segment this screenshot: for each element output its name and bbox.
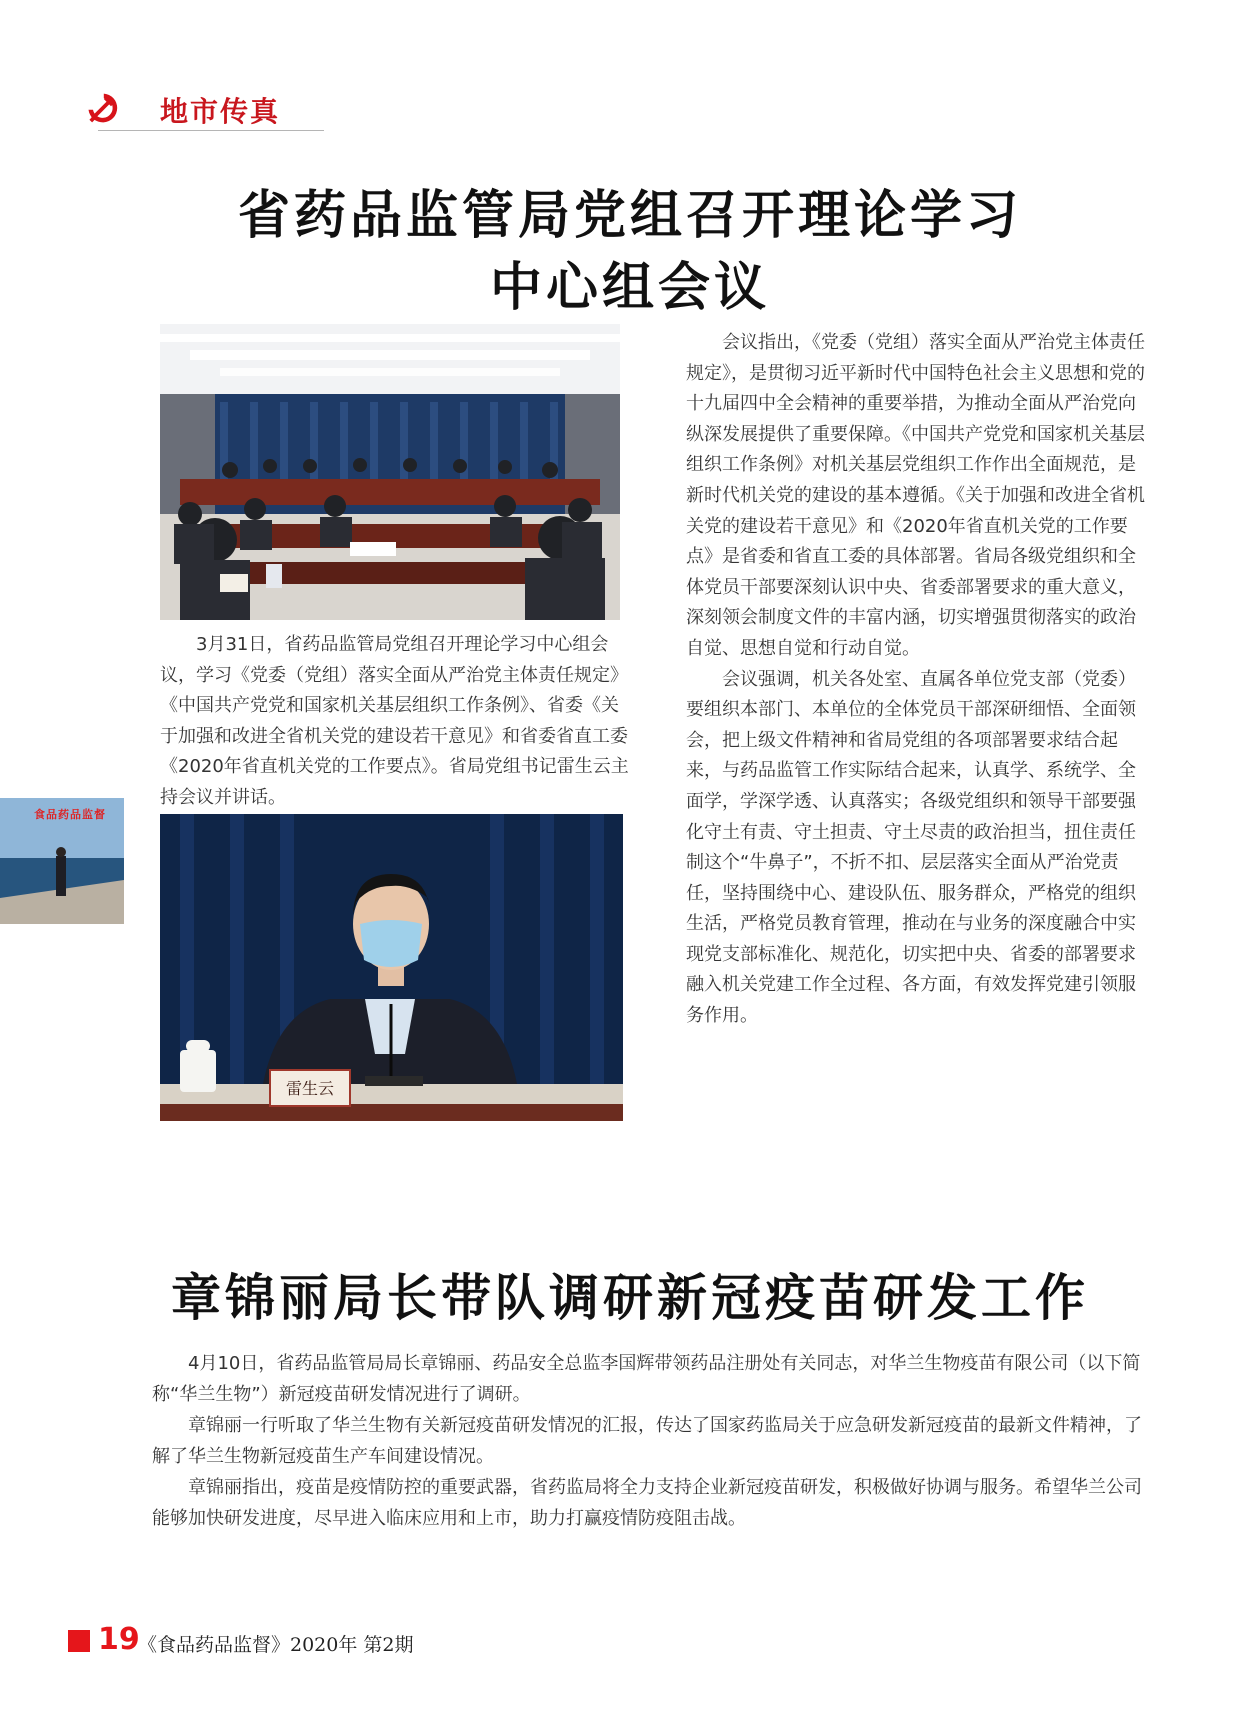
sidebar-thumbnail (0, 798, 124, 924)
article-paragraph: 会议强调，机关各处室、直属各单位党支部（党委）要组织本部门、本单位的全体党员干部深研细悟、全面领会，把上级文件精神和省局党组的各项部署要求结合起来，与药品监管工作实际结合起来，认真学、系统学、全面学，学深学透、认真落实；各级党组织和领导干部要强化守土有责、守土担责、守土尽责的政治担当，扭住责任制这个“牛鼻子”，不折不扣、层层落实全面从严治党责任，坚持围绕中心、建设队伍、服务群众，严格党的组织生活，严格党员教育管理，推动在与业务的深度融合中实现党支部标准化、规范化，切实把中央、省委的部署要求融入机关党建工作全过程、各方面，有效发挥党建引领服务作用。 (686, 668, 1136, 1027)
meeting-room-illustration (160, 324, 620, 620)
nameplate-text: 雷生云 (285, 1079, 335, 1098)
article-paragraph: 会议指出，《党委（党组）落实全面从严治党主体责任规定》，是贯彻习近平新时代中国特色社会主义思想和党的十九届四中全会精神的重要举措，为推动全面从严治党向纵深发展提供了重要保障。《中国共产党党和国家机关基层组织工作条例》对机关基层党组织工作作出全面规范，是新时代机关党的建设的基本遵循。《关于加强和改进全省机关党的建设若干意见》和《2020年省直机关党的工作要点》是省委和省直工委的具体部署。省局各级党组织和全体党员干部要深刻认识中央、省委部署要求的重大意义，深刻领会制度文件的丰富内涵，切实增强贯彻落实的政治自觉、思想自觉和行动自觉。 (686, 332, 1145, 659)
sidebar-label: 食品药品监督 (34, 808, 106, 821)
article2-paragraph: 4月10日，省药品监管局局长章锦丽、药品安全总监李国辉带领药品注册处有关同志，对华兰生物疫苗有限公司（以下简称“华兰生物”）新冠疫苗研发情况进行了调研。 (152, 1353, 1141, 1405)
article2-paragraph: 章锦丽一行听取了华兰生物有关新冠疫苗研发情况的汇报，传达了国家药监局关于应急研发新冠疫苗的最新文件精神，了解了华兰生物新冠疫苗生产车间建设情况。 (152, 1415, 1142, 1467)
section-title: 地市传真 (160, 95, 281, 128)
article2-paragraph: 章锦丽指出，疫苗是疫情防控的重要武器，省药监局将全力支持企业新冠疫苗研发，积极做好协调与服务。希望华兰公司能够加快研发进度，尽早进入临床应用和上市，助力打赢疫情防疫阻击战。 (152, 1477, 1142, 1529)
party-emblem-icon (84, 90, 120, 126)
publication-info: 《食品药品监督》2020年 第2期 (138, 1634, 414, 1656)
article-title (150, 180, 1110, 324)
speaker-illustration (160, 814, 623, 1121)
meeting-photo (160, 324, 620, 620)
article-title-line-2: 中心组会议 (489, 257, 770, 318)
article2-body (152, 1348, 1148, 1534)
article-title-line-1: 省药品监管局党组召开理论学习 (237, 185, 1022, 246)
speaker-photo (160, 814, 623, 1121)
photo-caption: 3月31日，省药品监管局党组召开理论学习中心组会议，学习《党委（党组）落实全面从严治党主体责任规定》《中国共产党党和国家机关基层组织工作条例》、省委《关于加强和改进全省机关党的建设若干意见》和省委省直工委《2020年省直机关党的工作要点》。省局党组书记雷生云主持会议并讲话。 (160, 634, 629, 808)
section-header (84, 86, 324, 132)
page-number: 19 (98, 1622, 140, 1657)
footer-marker (68, 1630, 90, 1652)
header-divider (98, 130, 324, 131)
article2-title: 章锦丽局长带队调研新冠疫苗研发工作 (171, 1268, 1089, 1327)
article-body (686, 328, 1148, 1032)
